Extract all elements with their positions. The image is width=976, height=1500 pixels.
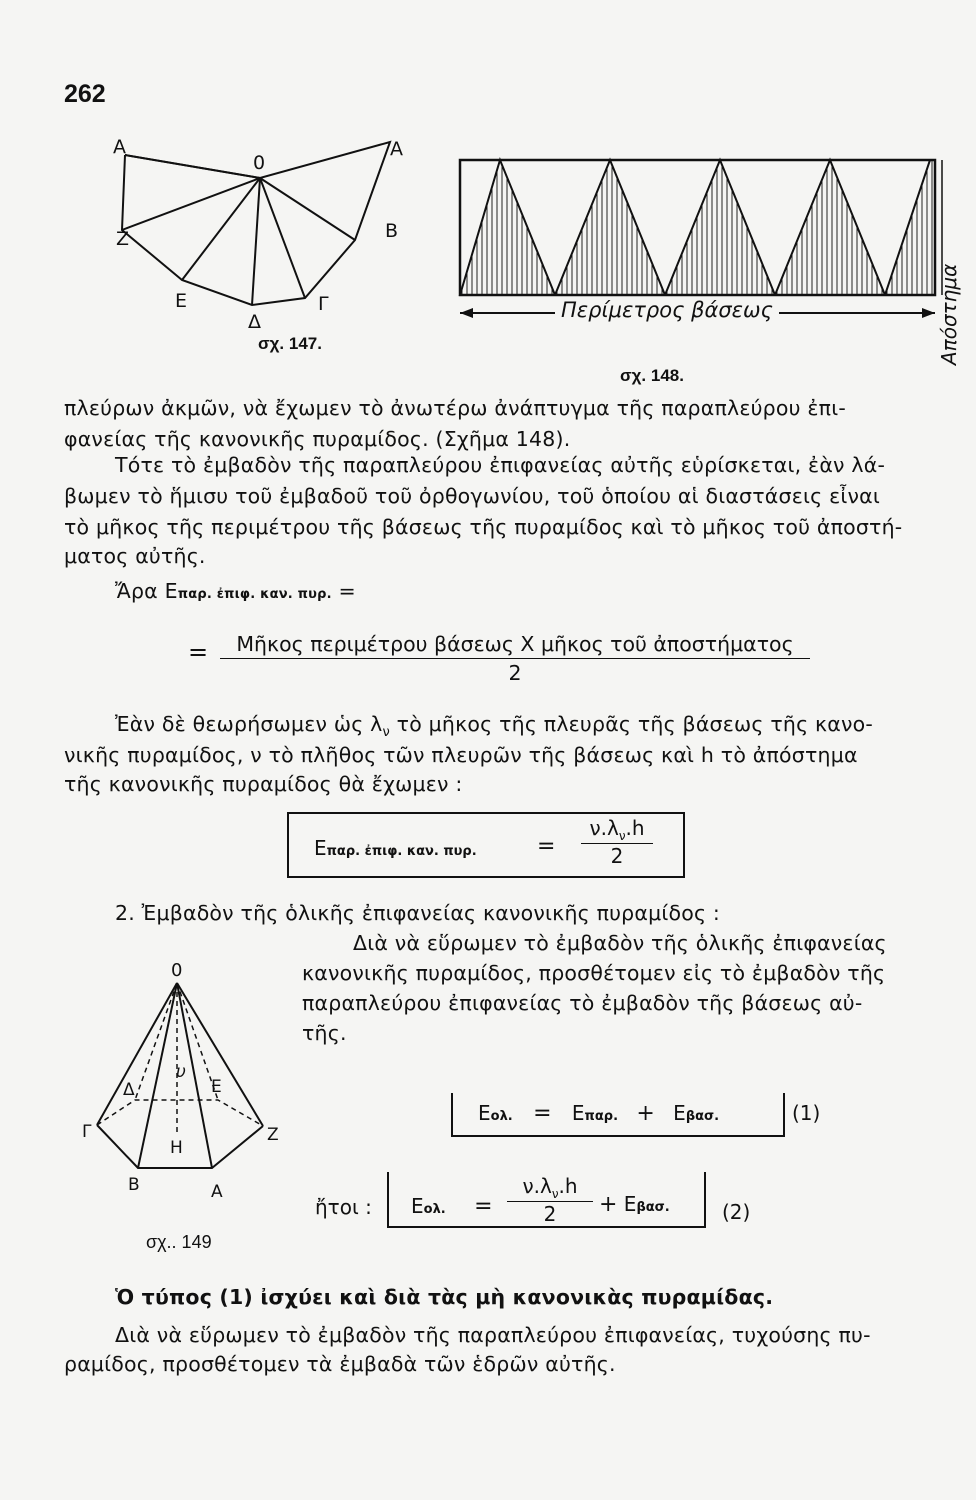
fig147-ray-B [260, 178, 355, 240]
formula1-lhs: Επαρ. ἐπιφ. καν. πυρ. [314, 836, 477, 860]
fig147-label-D: Δ [248, 311, 261, 333]
fig149-label-Z: Ζ [267, 1125, 279, 1145]
fig147-label-A2: Α [390, 138, 403, 160]
fig147-label-E: Ε [175, 290, 188, 312]
formula3-tag: (2) [722, 1200, 751, 1224]
text-line: φανείας τῆς κανονικῆς πυραμίδος. (Σχῆμα 148). [64, 427, 571, 451]
fig149-label-E: Ε [211, 1077, 222, 1097]
formula2-tag: (1) [792, 1101, 821, 1125]
page-number: 262 [64, 80, 106, 108]
text-line: πλεύρων ἀκμῶν, νὰ ἔχωμεν τὸ ἀνωτέρω ἀνάπτυγμα τῆς παραπλεύρου ἐπι- [64, 396, 846, 420]
bold-statement: Ὁ τύπος (1) ἰσχύει καὶ διὰ τὰς μὴ κανονικὰς πυραμίδας. [115, 1285, 774, 1309]
text-line: Διὰ νὰ εὕρωμεν τὸ ἐμβαδὸν τῆς ὁλικῆς ἐπιφανείας [353, 931, 887, 955]
formula3-lhs: Εολ. = [411, 1194, 493, 1219]
text-line: Διὰ νὰ εὕρωμεν τὸ ἐμβαδὸν τῆς παραπλεύρου ἐπιφανείας, τυχούσης πυ- [115, 1323, 871, 1347]
text-line: τῆς κανονικῆς πυραμίδος θὰ ἔχωμεν : [64, 772, 463, 796]
fig147-caption: σχ. 147. [258, 334, 322, 353]
fig147-label-G: Γ [318, 293, 329, 315]
text-line: παραπλεύρου ἐπιφανείας τὸ ἐμβαδὸν τῆς βάσεως αὐ- [302, 991, 863, 1015]
fig149-label-D: Δ [123, 1080, 135, 1100]
fig149-label-O: 0 [171, 960, 183, 981]
fig149-label-B: Β [128, 1175, 140, 1195]
formula1-fraction: $\nu.\lambda_\nu.h$ 2 [581, 816, 653, 868]
formula1-eq: = [537, 834, 556, 859]
text-line: νικῆς πυραμίδος, ν τὸ πλῆθος τῶν πλευρῶν τῆς βάσεως καὶ h τὸ ἀπόστημα [64, 743, 858, 767]
text-line: τῆς. [302, 1021, 347, 1045]
lateral-area-formula-box [287, 812, 685, 878]
fig149-label-G: Γ [82, 1122, 92, 1142]
fraction-numerator: Μῆκος περιμέτρου βάσεως X μῆκος τοῦ ἀποστήματος [220, 632, 810, 659]
fig149-caption: σχ.. 149 [146, 1232, 212, 1252]
formula3-fraction: $\nu.\lambda_\nu.h$ 2 [507, 1174, 593, 1226]
frac1-eq: = [188, 638, 209, 666]
formula3-rhs: + Εβασ. [599, 1192, 670, 1217]
text-line: ματος αὐτῆς. [64, 544, 206, 568]
text-line: βωμεν τὸ ἥμισυ τοῦ ἐμβαδοῦ τοῦ ὀρθογωνίου, τοῦ ὁποίου αἱ διαστάσεις εἶναι [64, 484, 880, 508]
fig147-ray-A [125, 155, 260, 178]
text-line: ραμίδος, προσθέτομεν τὰ ἐμβαδὰ τῶν ἑδρῶν αὐτῆς. [64, 1352, 616, 1376]
fig148-apothem-label: Απόστημα [937, 263, 961, 365]
fraction-denominator: 2 [508, 661, 522, 685]
fig147-label-O: 0 [253, 152, 266, 174]
fig147-ray-D [252, 178, 260, 305]
text-line: τὸ μῆκος τῆς περιμέτρου τῆς βάσεως τῆς πυραμίδος καὶ τὸ μῆκος τοῦ ἀποστή- [64, 515, 903, 539]
total-area-expanded-box [387, 1172, 706, 1228]
fig147-label-B: Β [385, 220, 399, 242]
fig147-label-A: Α [113, 136, 126, 158]
section-title: 2. Ἐμβαδὸν τῆς ὁλικῆς ἐπιφανείας κανονικῆς πυραμίδος : [115, 901, 721, 925]
fig147-ray-G [260, 178, 305, 298]
formula3-prefix: ἤτοι : [315, 1195, 372, 1219]
total-area-formula-box [451, 1093, 785, 1137]
text-line: Τότε τὸ ἐμβαδὸν τῆς παραπλεύρου ἐπιφανείας αὐτῆς εὑρίσκεται, ἐὰν λά- [115, 453, 886, 477]
perimeter-fraction [220, 632, 810, 685]
text-line: Ἐὰν δὲ θεωρήσωμεν ὡς $\lambda_\nu$ τὸ μῆκος τῆς πλευρᾶς τῆς βάσεως τῆς κανο- [115, 712, 874, 741]
fig148-perimeter-label: Περίμετρος βάσεως [555, 298, 779, 322]
ara-formula: Ἄρα Επαρ. ἐπιφ. καν. πυρ. = [115, 579, 356, 603]
fig149-label-A: Α [211, 1182, 223, 1202]
fig149-label-H: Η [170, 1138, 183, 1158]
formula2-content: Εολ. = Επαρ. + Εβασ. [478, 1101, 720, 1126]
text-line: κανονικῆς πυραμίδος, προσθέτομεν εἰς τὸ ἐμβαδὸν τῆς [302, 961, 886, 985]
fig148-caption: σχ. 148. [620, 366, 684, 385]
fig147-label-Z: Ζ [116, 228, 130, 250]
fig149-label-u: υ [176, 1062, 186, 1082]
